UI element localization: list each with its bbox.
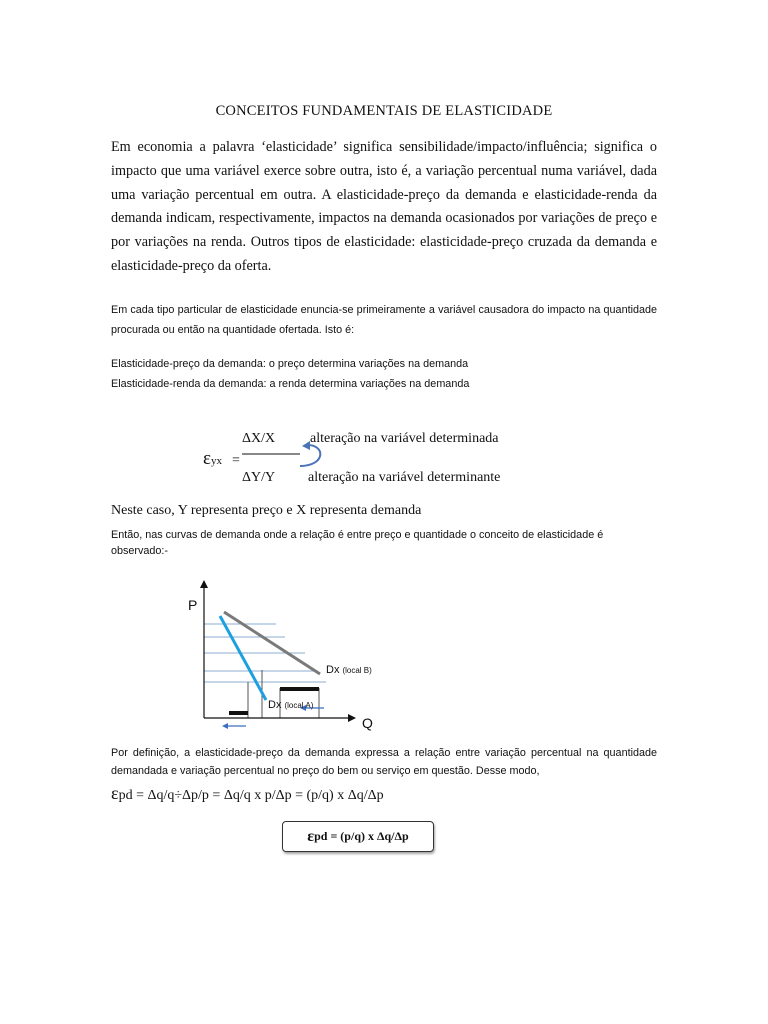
demand-curve-local-a [220, 616, 266, 700]
arrow-left-icon [222, 723, 228, 729]
epsilon-symbol: ε [203, 448, 211, 469]
formula-equals: = [231, 453, 240, 468]
y-axis-arrow-icon [200, 580, 208, 588]
demand-curve-local-b [224, 612, 320, 674]
formula-numerator-note: alteração na variável determinada [310, 431, 499, 446]
curve-a-note: (local A) [284, 701, 314, 710]
y-axis-label: P [188, 597, 198, 613]
definition-paragraph: Por definição, a elasticidade-preço da demanda expressa a relação entre variação percentual na quantidade demandada e variação percentual no preço do bem ou serviço em questão. Desse modo, [111, 747, 657, 777]
intro-paragraph: Em economia a palavra ‘elasticidade’ significa sensibilidade/impacto/influência; significa o impacto que uma variável exerce sobre outra, isto é, a variação percentual numa variável, dada uma variação percentual em outra. A elasticidade-preço da demanda e elasticidade-renda da demanda indicam, respectivamente, impactos na demanda ocasionados por variações de preço e por variações na renda. Outros tipos de elasticidade: elasticidade-preço cruzada da demanda e elasticidade-preço da oferta. [111, 139, 657, 274]
price-elasticity-line: Elasticidade-preço da demanda: o preço determina variações na demanda [111, 358, 469, 370]
curve-b-note: (local B) [342, 666, 372, 675]
demand-curves-graph [180, 578, 400, 738]
formula-subscript: yx [210, 455, 222, 467]
equation-epsilon-symbol: ε [111, 783, 119, 803]
second-paragraph: Em cada tipo particular de elasticidade enuncia-se primeiramente a variável causadora do impacto na quantidade procurada ou então na quantidade ofertada. Isto é: [111, 304, 657, 336]
formula-fraction-graphics [240, 440, 330, 476]
x-axis-arrow-icon [348, 714, 356, 722]
formula-denominator-note: alteração na variável determinante [308, 470, 501, 485]
curve-a-label [268, 699, 314, 711]
x-axis-label: Q [362, 715, 373, 731]
formula-lhs [203, 448, 240, 470]
page-title: CONCEITOS FUNDAMENTAIS DE ELASTICIDADE [215, 103, 553, 119]
equation-line [111, 783, 384, 804]
curved-arrow-icon [300, 445, 320, 466]
income-elasticity-line: Elasticidade-renda da demanda: a renda determina variações na demanda [111, 378, 470, 390]
neste-caso-line: Neste caso, Y representa preço e X representa demanda [111, 503, 422, 518]
entao-paragraph: Então, nas curvas de demanda onde a relação é entre preço e quantidade o conceito de elasticidade é observado:- [111, 529, 604, 557]
curve-a-main: Dx [268, 699, 282, 711]
boxed-formula-text: pd = (p/q) x Δq/Δp [314, 829, 409, 843]
curved-arrow-head-icon [302, 441, 310, 450]
curve-b-main: Dx [326, 664, 340, 676]
equation-text: pd = Δq/q÷Δp/p = Δq/q x p/Δp = (p/q) x Δq/Δp [118, 788, 384, 803]
boxed-formula [282, 821, 434, 852]
curve-b-label [326, 664, 372, 676]
formula-numerator: ΔX/X [242, 431, 276, 446]
formula-denominator: ΔY/Y [242, 470, 276, 485]
boxed-epsilon-symbol: ε [307, 827, 315, 845]
